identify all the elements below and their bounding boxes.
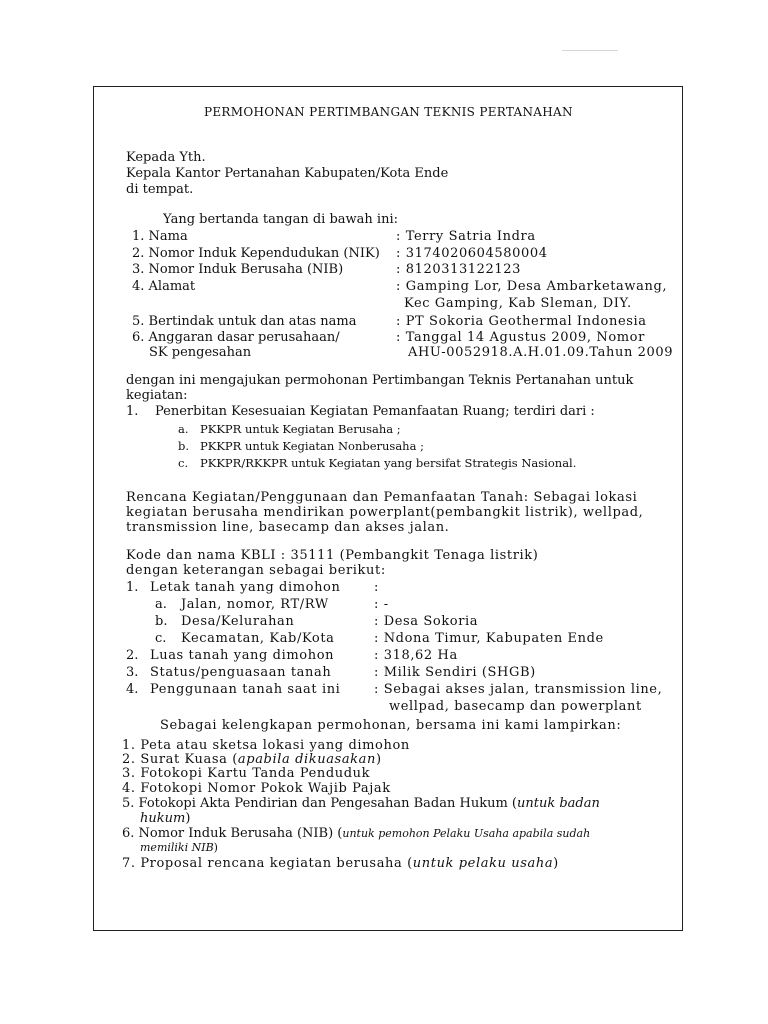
addressee-place: di tempat. (126, 182, 194, 197)
attachments-intro: Sebagai kelengkapan permohonan, bersama ini kami lampirkan: (160, 718, 622, 733)
plan-text: Rencana Kegiatan/Penggunaan dan Pemanfaatan Tanah: Sebagai lokasi (126, 490, 638, 505)
attachment-item: 7. Proposal rencana kegiatan berusaha (untuk pelaku usaha) (122, 856, 559, 871)
attachment-item: 1. Peta atau sketsa lokasi yang dimohon (122, 738, 410, 753)
applicant-label: SK pengesahan (149, 345, 252, 360)
addressee-salutation: Kepada Yth. (126, 150, 206, 165)
request-subitem: PKKPR untuk Kegiatan Berusaha ; (200, 422, 401, 436)
page-mark (562, 50, 618, 51)
land-value: : Desa Sokoria (374, 614, 479, 629)
applicant-value: : Terry Satria Indra (396, 229, 536, 244)
list-number: 1. (126, 580, 139, 595)
intro-text: Yang bertanda tangan di bawah ini: (163, 212, 398, 227)
list-letter: c. (155, 631, 167, 646)
list-letter: a. (155, 597, 167, 612)
request-subitem: PKKPR/RKKPR untuk Kegiatan yang bersifat Strategis Nasional. (200, 456, 577, 470)
land-label: Kecamatan, Kab/Kota (181, 631, 335, 646)
land-value: : Sebagai akses jalan, transmission line, (374, 682, 663, 697)
list-letter: c. (178, 456, 189, 470)
land-label: Letak tanah yang dimohon (150, 580, 341, 595)
applicant-value: : Tanggal 14 Agustus 2009, Nomor (396, 330, 645, 345)
applicant-label: 6. Anggaran dasar perusahaan/ (132, 330, 340, 345)
land-value: : 318,62 Ha (374, 648, 458, 663)
kbli-text: Kode dan nama KBLI : 35111 (Pembangkit Tenaga listrik) (126, 548, 539, 563)
attachment-item: 6. Nomor Induk Berusaha (NIB) (untuk pemohon Pelaku Usaha apabila sudah (122, 826, 591, 841)
land-label: Status/penguasaan tanah (150, 665, 332, 680)
addressee-office: Kepala Kantor Pertanahan Kabupaten/Kota Ende (126, 166, 449, 181)
land-value: : Ndona Timur, Kabupaten Ende (374, 631, 604, 646)
land-label: Desa/Kelurahan (181, 614, 295, 629)
request-text: kegiatan: (126, 388, 188, 403)
applicant-value: : PT Sokoria Geothermal Indonesia (396, 314, 647, 329)
list-number: 2. (126, 648, 139, 663)
list-letter: b. (178, 439, 190, 453)
attachment-item-continuation: memiliki NIB) (140, 841, 218, 854)
list-number: 4. (126, 682, 139, 697)
plan-text: transmission line, basecamp dan akses jalan. (126, 520, 450, 535)
applicant-value: : 8120313122123 (396, 262, 522, 277)
applicant-label: 2. Nomor Induk Kependudukan (NIK) (132, 246, 380, 261)
applicant-label: 4. Alamat (132, 279, 196, 294)
land-value: : - (374, 597, 389, 612)
list-letter: b. (155, 614, 168, 629)
applicant-label: 5. Bertindak untuk dan atas nama (132, 314, 357, 329)
request-item: Penerbitan Kesesuaian Kegiatan Pemanfaatan Ruang; terdiri dari : (155, 404, 595, 419)
list-number: 1. (126, 404, 139, 419)
land-value: wellpad, basecamp dan powerplant (389, 699, 642, 714)
list-number: 3. (126, 665, 139, 680)
attachment-item: 3. Fotokopi Kartu Tanda Penduduk (122, 766, 371, 781)
land-value: : Milik Sendiri (SHGB) (374, 665, 536, 680)
applicant-value: Kec Gamping, Kab Sleman, DIY. (404, 296, 632, 311)
land-value: : (374, 580, 379, 595)
attachment-item: 2. Surat Kuasa (apabila dikuasakan) (122, 752, 382, 767)
applicant-value: : Gamping Lor, Desa Ambarketawang, (396, 279, 668, 294)
document-title: PERMOHONAN PERTIMBANGAN TEKNIS PERTANAHAN (204, 105, 573, 119)
land-label: Luas tanah yang dimohon (150, 648, 335, 663)
applicant-label: 1. Nama (132, 229, 188, 244)
attachment-item: 5. Fotokopi Akta Pendirian dan Pengesahan Badan Hukum (untuk badan (122, 796, 600, 811)
request-subitem: PKKPR untuk Kegiatan Nonberusaha ; (200, 439, 424, 453)
request-text: dengan ini mengajukan permohonan Pertimbangan Teknis Pertanahan untuk (126, 373, 634, 388)
applicant-label: 3. Nomor Induk Berusaha (NIB) (132, 262, 344, 277)
attachment-item: 4. Fotokopi Nomor Pokok Wajib Pajak (122, 781, 391, 796)
list-letter: a. (178, 422, 189, 436)
applicant-value: AHU-0052918.A.H.01.09.Tahun 2009 (408, 345, 674, 360)
kbli-text: dengan keterangan sebagai berikut: (126, 563, 386, 578)
attachment-item-continuation: hukum) (140, 811, 191, 826)
plan-text: kegiatan berusaha mendirikan powerplant(pembangkit listrik), wellpad, (126, 505, 644, 520)
land-label: Penggunaan tanah saat ini (150, 682, 341, 697)
applicant-value: : 3174020604580004 (396, 246, 548, 261)
land-label: Jalan, nomor, RT/RW (181, 597, 329, 612)
